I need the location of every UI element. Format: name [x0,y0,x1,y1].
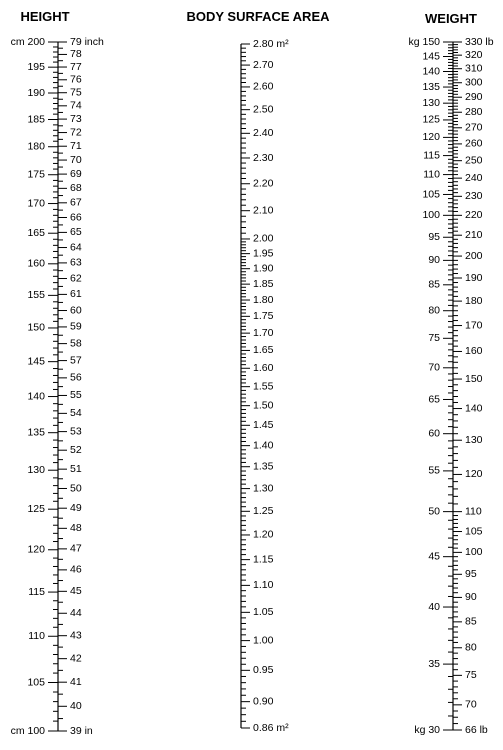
weight-lb-label: 95 [465,568,477,581]
bsa-label: 2.10 [253,204,274,217]
weight-lb-label: 290 [465,91,483,104]
weight-lb-label: 105 [465,525,483,538]
weight-lb-top-label: 330 lb [465,35,494,48]
height-in-label: 63 [70,256,82,269]
weight-kg-label: 90 [428,254,440,267]
weight-lb-label: 140 [465,402,483,415]
height-in-label: 71 [70,139,82,152]
height-cm-label: 110 [28,630,45,643]
height-in-bottom-label: 39 in [70,724,93,737]
bsa-label: 1.85 [253,277,274,290]
height-in-label: 53 [70,425,82,438]
bsa-label: 1.40 [253,439,274,452]
height-cm-label: 140 [27,390,45,403]
bsa-bottom-label: 0.86 m² [253,721,289,734]
weight-kg-label: 40 [428,600,440,613]
height-in-label: 55 [70,389,82,402]
bsa-header: BODY SURFACE AREA [186,9,330,24]
weight-lb-label: 300 [465,76,483,89]
bsa-label: 1.80 [253,293,274,306]
weight-header: WEIGHT [425,11,477,26]
weight-kg-label: 140 [422,65,440,78]
weight-lb-label: 80 [465,641,477,654]
weight-lb-label: 280 [465,106,483,119]
height-cm-label: 135 [27,426,45,439]
bsa-label: 0.95 [253,664,274,677]
weight-kg-label: 50 [428,505,440,518]
weight-kg-label: 60 [428,427,440,440]
weight-lb-label: 260 [465,137,483,150]
weight-lb-label: 180 [465,294,483,307]
height-cm-label: 165 [27,227,45,240]
bsa-label: 2.60 [253,80,274,93]
bsa-label: 2.30 [253,151,274,164]
weight-lb-label: 75 [465,669,477,682]
weight-kg-label: 105 [422,188,440,201]
height-in-label: 72 [70,126,82,139]
height-in-label: 59 [70,320,82,333]
height-cm-label: 105 [27,676,45,689]
weight-lb-label: 310 [465,62,483,75]
bsa-label: 1.35 [253,460,274,473]
height-in-label: 61 [70,288,82,301]
height-cm-label: 175 [27,168,45,181]
bsa-label: 1.10 [253,579,274,592]
height-in-label: 40 [70,700,82,713]
height-header: HEIGHT [20,9,70,24]
height-in-label: 66 [70,211,82,224]
height-in-label: 42 [70,652,82,665]
height-in-label: 60 [70,304,82,317]
bsa-label: 1.30 [253,482,274,495]
height-scale [11,36,104,737]
weight-lb-label: 210 [465,228,483,241]
height-in-label: 68 [70,182,82,195]
weight-lb-label: 240 [465,171,483,184]
height-in-label: 73 [70,112,82,125]
weight-kg-bottom-label: kg 30 [414,723,440,736]
weight-lb-label: 220 [465,209,483,222]
height-cm-label: 170 [27,197,45,210]
bsa-label: 2.40 [253,127,274,140]
height-cm-label: 180 [27,140,45,153]
bsa-label: 1.60 [253,362,274,375]
bsa-label: 1.75 [253,310,274,323]
height-in-label: 43 [70,629,82,642]
height-in-label: 57 [70,354,82,367]
weight-kg-label: 130 [422,96,440,109]
weight-lb-label: 70 [465,698,477,711]
height-cm-label: 185 [27,113,45,126]
weight-lb-label: 85 [465,615,477,628]
height-in-label: 64 [70,241,82,254]
bsa-label: 1.55 [253,380,274,393]
bsa-label: 1.25 [253,505,274,518]
bsa-label: 1.50 [253,399,274,412]
bsa-label: 1.45 [253,419,274,432]
bsa-label: 1.70 [253,326,274,339]
weight-kg-label: 70 [428,361,440,374]
bsa-label: 1.20 [253,528,274,541]
height-in-label: 58 [70,337,82,350]
weight-lb-label: 160 [465,345,483,358]
bsa-label: 0.90 [253,695,274,708]
weight-kg-label: 110 [423,168,440,181]
weight-kg-label: 95 [428,231,440,244]
weight-kg-label: 100 [422,209,440,222]
height-in-label: 70 [70,153,82,166]
height-in-label: 69 [70,167,82,180]
height-in-label: 50 [70,482,82,495]
bsa-scale [241,38,289,734]
height-in-label: 76 [70,73,82,86]
weight-lb-label: 270 [465,121,483,134]
weight-kg-label: 115 [423,149,440,162]
height-in-label: 67 [70,196,82,209]
height-in-label: 47 [70,542,82,555]
height-cm-label: 150 [27,321,45,334]
height-in-label: 77 [70,60,82,73]
height-in-label: 46 [70,563,82,576]
height-in-top-label: 79 inch [70,35,104,48]
weight-lb-label: 120 [465,468,483,481]
bsa-label: 1.05 [253,606,274,619]
height-in-label: 78 [70,48,82,61]
height-cm-label: 160 [27,257,45,270]
weight-lb-label: 90 [465,591,477,604]
height-in-label: 49 [70,501,82,514]
height-in-label: 48 [70,522,82,535]
height-cm-label: 190 [27,86,45,99]
bsa-label: 2.70 [253,58,274,71]
weight-kg-label: 120 [422,131,440,144]
height-cm-top-label: cm 200 [10,35,45,48]
height-in-label: 45 [70,585,82,598]
height-in-label: 75 [70,86,82,99]
weight-lb-label: 230 [465,190,483,203]
weight-scale [408,36,493,736]
height-in-label: 41 [70,675,82,688]
height-in-label: 74 [70,99,82,112]
height-in-label: 65 [70,226,82,239]
weight-lb-label: 110 [465,505,482,518]
bsa-label: 1.00 [253,634,274,647]
bsa-label: 1.65 [253,344,274,357]
height-cm-label: 155 [27,289,45,302]
weight-lb-label: 320 [465,48,483,61]
weight-kg-label: 55 [428,464,440,477]
height-in-label: 51 [70,462,82,475]
weight-kg-label: 85 [428,278,440,291]
weight-lb-label: 170 [465,319,483,332]
height-in-label: 56 [70,371,82,384]
height-cm-label: 115 [28,585,45,598]
weight-lb-label: 100 [465,546,483,559]
height-in-label: 62 [70,272,82,285]
weight-kg-label: 65 [428,393,440,406]
height-in-label: 54 [70,407,82,420]
weight-lb-label: 250 [465,154,483,167]
bsa-label: 1.15 [253,553,274,566]
weight-lb-bottom-label: 66 lb [465,723,488,736]
height-in-label: 44 [70,607,82,620]
weight-lb-label: 130 [465,434,483,447]
bsa-label: 1.90 [253,262,274,275]
weight-kg-top-label: kg 150 [408,35,440,48]
weight-lb-label: 190 [465,271,483,284]
weight-kg-label: 80 [428,304,440,317]
weight-kg-label: 125 [422,113,440,126]
height-cm-label: 145 [27,355,45,368]
bsa-label: 1.95 [253,247,274,260]
weight-kg-label: 135 [422,80,440,93]
bsa-label: 2.20 [253,177,274,190]
bsa-label: 2.50 [253,103,274,116]
height-cm-label: 195 [27,60,45,73]
weight-kg-label: 45 [428,550,440,563]
weight-kg-label: 145 [422,50,440,63]
height-cm-label: 120 [27,543,45,556]
weight-lb-label: 150 [465,372,483,385]
weight-kg-label: 75 [428,332,440,345]
weight-kg-label: 35 [428,657,440,670]
height-in-label: 52 [70,443,82,456]
height-cm-bottom-label: cm 100 [10,724,45,737]
height-cm-label: 130 [27,463,45,476]
weight-lb-label: 200 [465,249,483,262]
bsa-label: 2.00 [253,232,274,245]
height-cm-label: 125 [27,502,45,515]
bsa-top-label: 2.80 m² [253,37,289,50]
